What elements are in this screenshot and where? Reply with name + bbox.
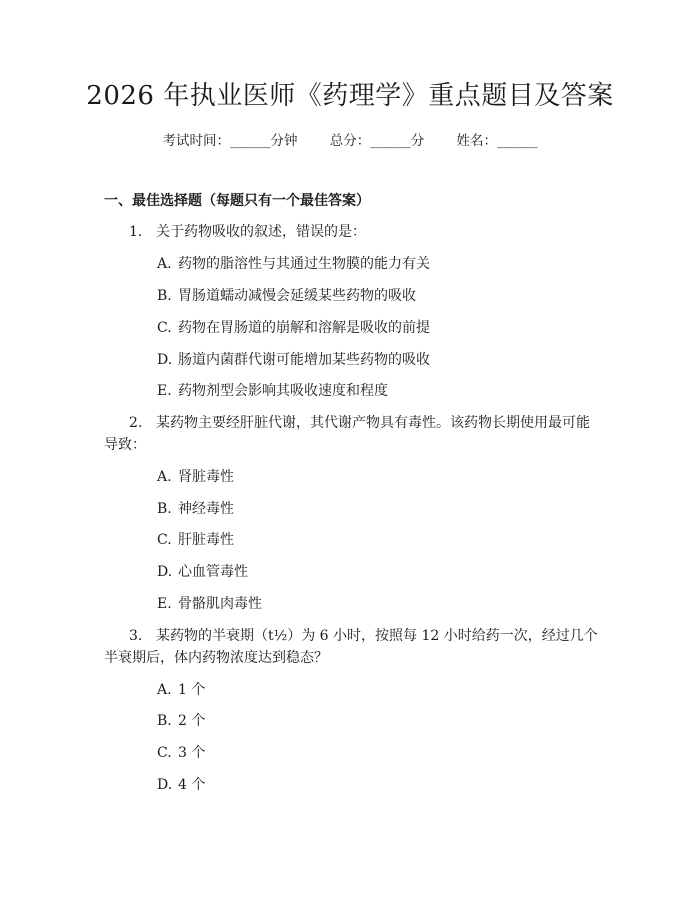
option-letter: D.: [157, 564, 173, 580]
question-number: 1.: [129, 224, 143, 240]
option-letter: C.: [157, 320, 172, 336]
option-text: 胃肠道蠕动减慢会延缓某些药物的吸收: [178, 288, 416, 304]
option-letter: A.: [157, 469, 172, 485]
question-number: 2.: [129, 415, 143, 431]
option-letter: B.: [157, 501, 172, 517]
question-1-option-a: [157, 253, 597, 275]
question-1-option-d: [157, 349, 597, 371]
option-text: 肠道内菌群代谢可能增加某些药物的吸收: [178, 352, 430, 368]
option-text: 3 个: [178, 745, 206, 761]
option-letter: B.: [157, 288, 172, 304]
question-2-option-b: [157, 498, 597, 520]
option-letter: D.: [157, 352, 173, 368]
question-1-option-b: [157, 285, 597, 307]
option-text: 4 个: [178, 777, 206, 793]
option-text: 肾脏毒性: [178, 469, 234, 485]
section-heading: 一、最佳选择题（每题只有一个最佳答案）: [104, 193, 370, 209]
question-2-option-a: [157, 466, 597, 488]
question-3-option-a: [157, 679, 597, 701]
option-letter: A.: [157, 682, 172, 698]
question-3-option-b: [157, 710, 597, 732]
question-3-option-c: [157, 742, 597, 764]
question-number: 3.: [129, 628, 143, 644]
question-text: 关于药物吸收的叙述，错误的是：: [156, 224, 366, 240]
option-text: 2 个: [178, 713, 206, 729]
option-letter: E.: [157, 383, 172, 399]
exam-meta-line: [0, 131, 700, 151]
option-text: 药物剂型会影响其吸收速度和程度: [178, 383, 388, 399]
question-2-option-e: [157, 593, 597, 615]
option-text: 药物的脂溶性与其通过生物膜的能力有关: [178, 256, 430, 272]
option-text: 1 个: [178, 682, 206, 698]
option-text: 骨骼肌肉毒性: [178, 596, 262, 612]
question-1-option-c: [157, 317, 597, 339]
option-text: 神经毒性: [178, 501, 234, 517]
question-2: [104, 412, 599, 456]
question-3: [104, 625, 599, 669]
student-name-field: 姓名：______: [456, 133, 538, 149]
total-score-field: 总分：______分: [329, 133, 425, 149]
option-letter: C.: [157, 532, 172, 548]
question-1: [104, 221, 599, 243]
question-2-option-d: [157, 561, 597, 583]
page-title: 2026 年执业医师《药理学》重点题目及答案: [86, 81, 614, 111]
option-letter: E.: [157, 596, 172, 612]
option-text: 心血管毒性: [178, 564, 248, 580]
question-3-option-d: [157, 774, 597, 796]
option-text: 药物在胃肠道的崩解和溶解是吸收的前提: [178, 320, 430, 336]
question-2-option-c: [157, 529, 597, 551]
question-text: 某药物的半衰期（t½）为 6 小时，按照每 12 小时给药一次，经过几个半衰期后，体内药物浓度达到稳态？: [104, 628, 598, 666]
option-letter: D.: [157, 777, 173, 793]
option-letter: B.: [157, 713, 172, 729]
question-text: 某药物主要经肝脏代谢，其代谢产物具有毒性。该药物长期使用最可能导致：: [104, 415, 590, 453]
exam-time-field: 考试时间：______分钟: [162, 133, 298, 149]
question-1-option-e: [157, 380, 597, 402]
option-text: 肝脏毒性: [178, 532, 234, 548]
option-letter: C.: [157, 745, 172, 761]
option-letter: A.: [157, 256, 172, 272]
